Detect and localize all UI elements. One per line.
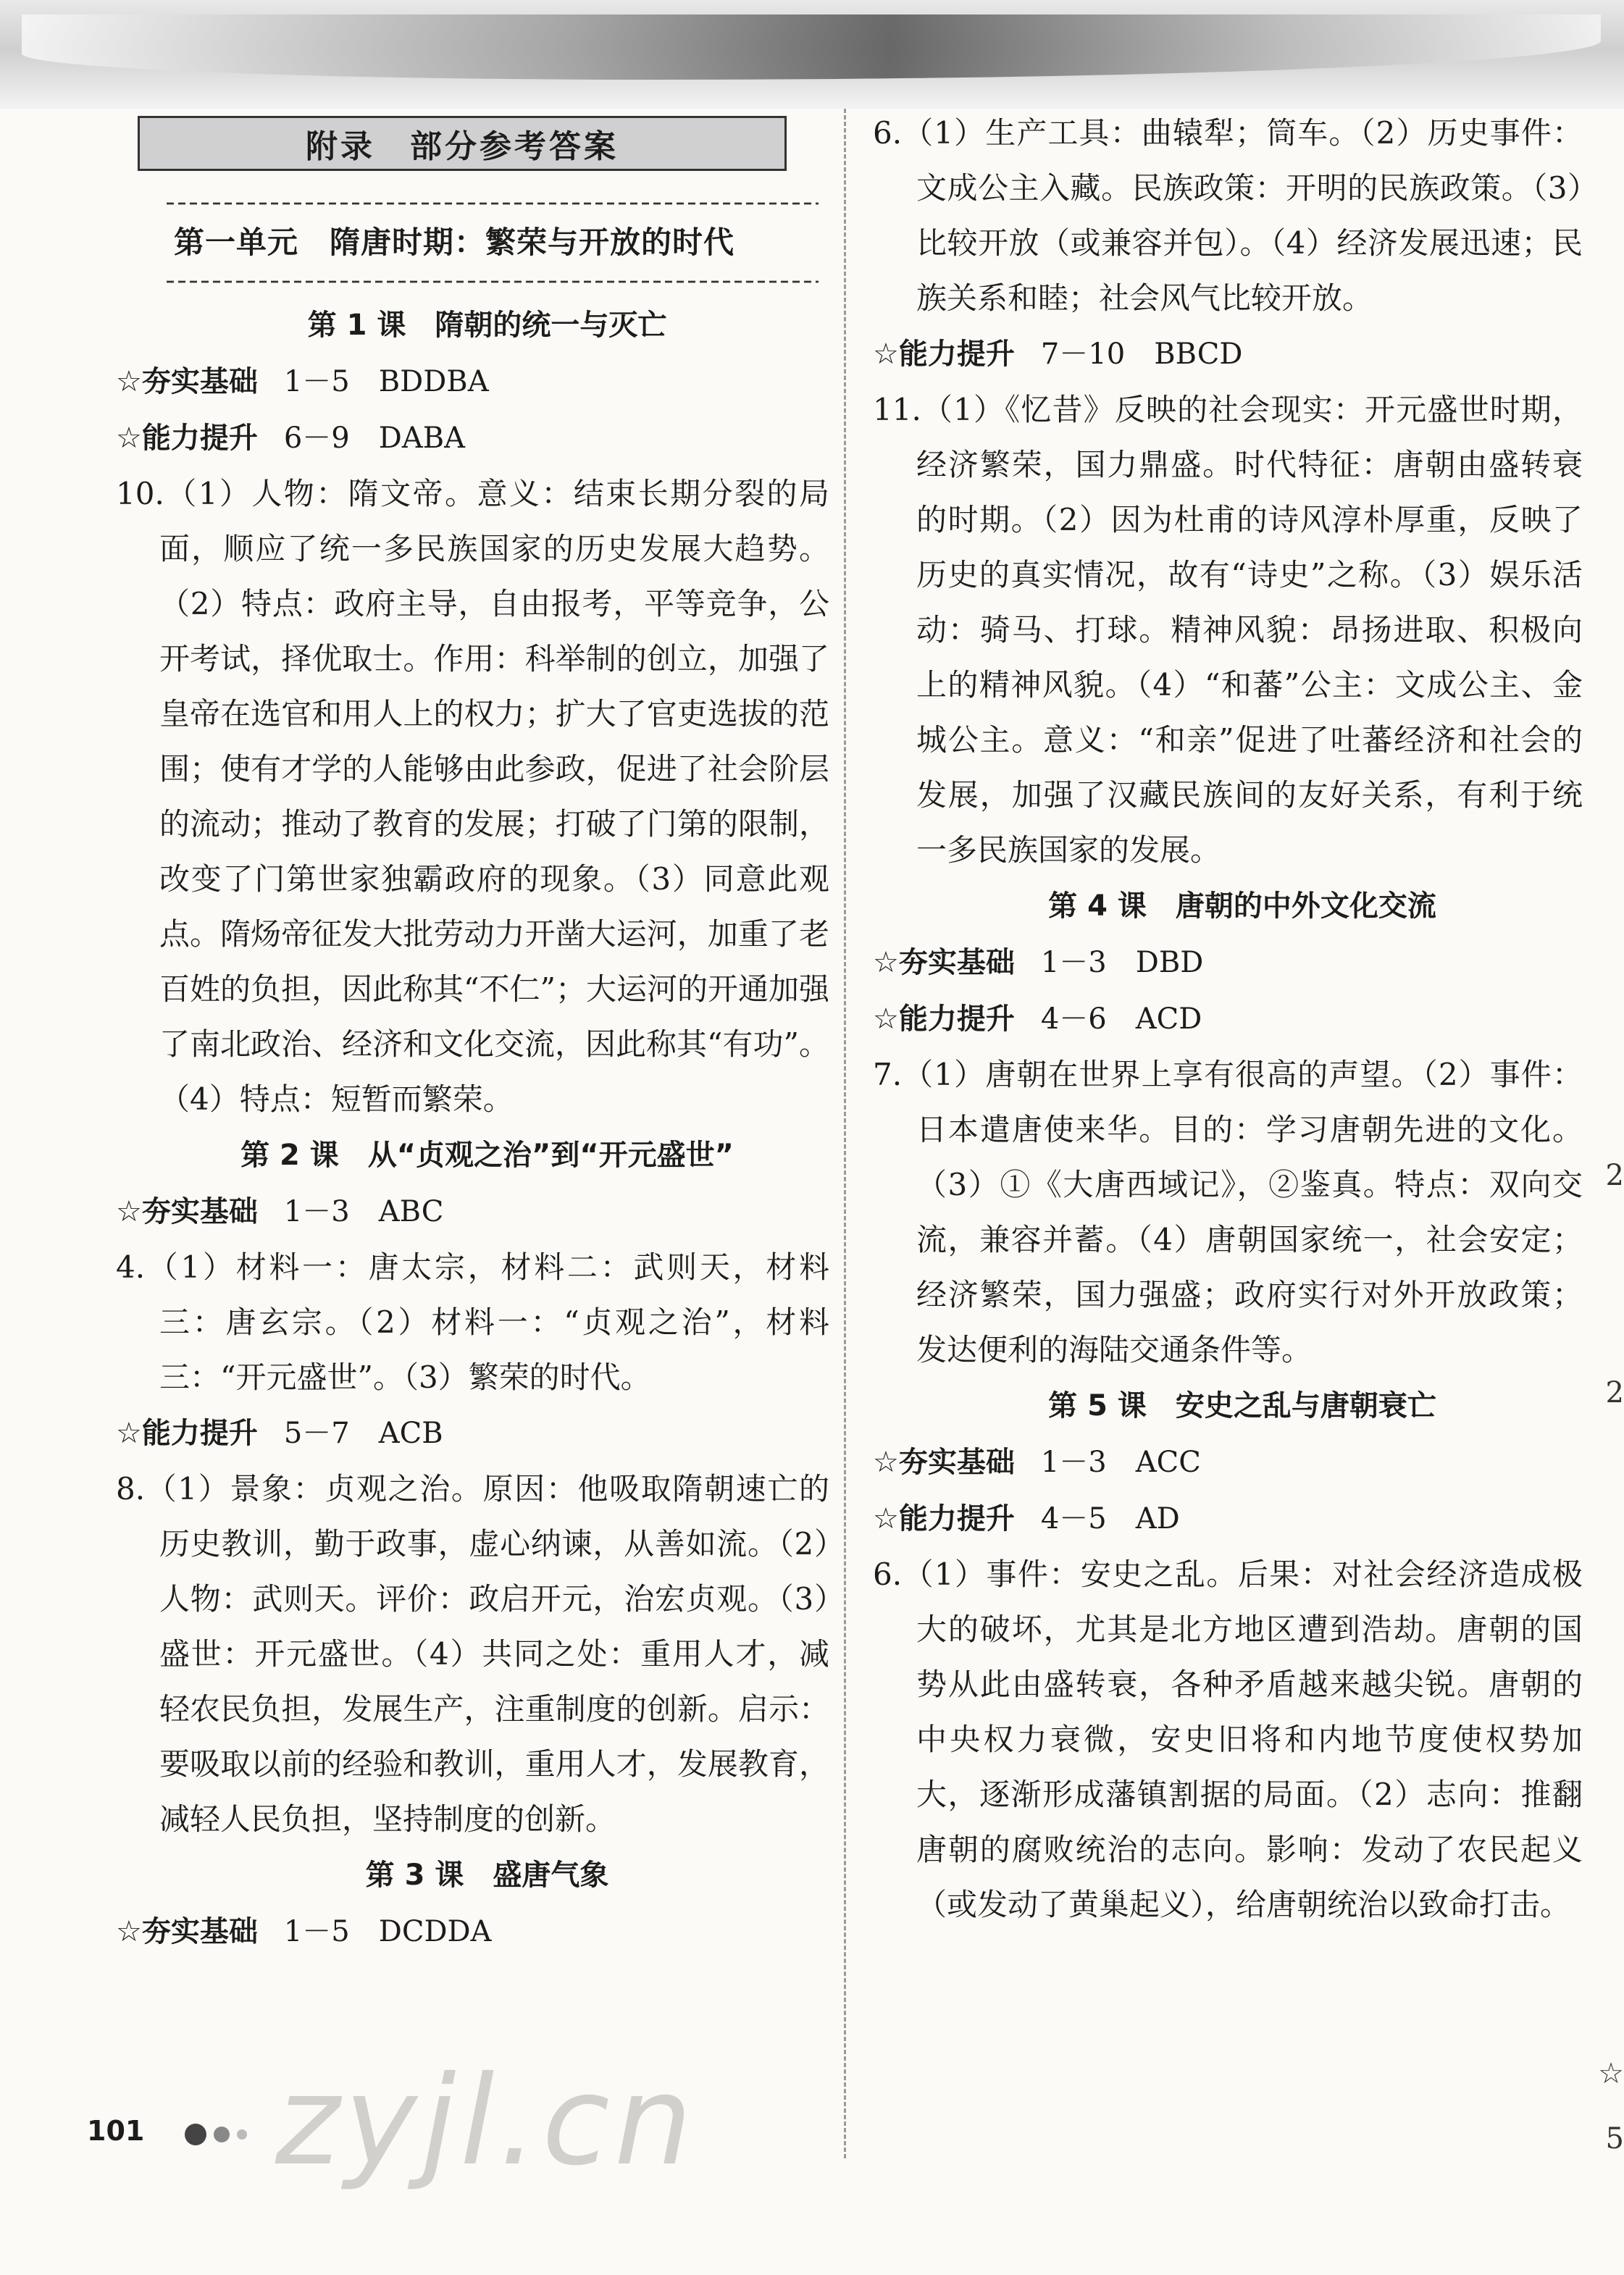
answer-paragraph: 6.（1）事件：安史之乱。后果：对社会经济造成极大的破坏，尤其是北方地区遭到浩劫。唐朝的国势从此由盛转衰，各种矛盾越来越尖锐。唐朝的中央权力衰微，安史旧将和内地节度使权势加大，逐渐形成藩镇割据的局面。（2）志向：推翻唐朝的腐败统治的志向。影响：发动了农民起义（或发动了黄巢起义），给唐朝统治以致命打击。 [873,1557,1583,1922]
answer-line: ☆能力提升 5－7 ACB [116,1417,443,1450]
page-number: 101 [87,2115,145,2147]
left-column [116,109,829,1960]
wavy-divider [167,198,819,209]
watermark-text: zyjl.cn [275,2050,697,2193]
edge-fragment: ☆ [1598,2057,1624,2090]
column-divider [844,109,846,2158]
lesson-title: 第 1 课 隋朝的统一与灭亡 [307,309,667,342]
answer-paragraph: 8.（1）景象：贞观之治。原因：他吸取隋朝速亡的历史教训，勤于政事，虚心纳谏，从善如流。（2）人物：武则天。评价：政启开元，治宏贞观。（3）盛世：开元盛世。（4）共同之处：重用人才，减轻农民负担，发展生产，注重制度的创新。启示：要吸取以前的经验和教训，重用人才，发展教育，减轻人民负担，坚持制度的创新。 [116,1471,829,1837]
edge-fragment: 2 [1605,1159,1624,1192]
right-column [873,109,1583,1932]
answer-line: ☆夯实基础 1－3 ACC [873,1446,1201,1479]
answer-paragraph: 7.（1）唐朝在世界上享有很高的声望。（2）事件：日本遣唐使来华。目的：学习唐朝先进的文化。（3）①《大唐西域记》，②鉴真。特点：双向交流，兼容并蓄。（4）唐朝国家统一，社会安定；经济繁荣，国力强盛；政府实行对外开放政策；发达便利的海陆交通条件等。 [873,1057,1583,1367]
answer-line: ☆能力提升 7－10 BBCD [873,338,1243,371]
answer-line: ☆能力提升 6－9 DABA [116,422,466,455]
lesson-title: 第 4 课 唐朝的中外文化交流 [1048,889,1436,923]
answer-paragraph: 6.（1）生产工具：曲辕犁；筒车。（2）历史事件：文成公主入藏。民族政策：开明的民族政策。（3）比较开放（或兼容并包）。（4）经济发展迅速；民族关系和睦；社会风气比较开放。 [873,115,1583,316]
appendix-title: 附录 部分参考答案 [138,116,787,171]
wavy-divider [167,277,819,287]
unit-title: 第一单元 隋唐时期：繁荣与开放的时代 [174,225,735,260]
answer-paragraph: 11.（1）《忆昔》反映的社会现实：开元盛世时期，经济繁荣，国力鼎盛。时代特征：唐朝由盛转衰的时期。（2）因为杜甫的诗风淳朴厚重，反映了历史的真实情况，故有“诗史”之称。（3）娱乐活动：骑马、打球。精神风貌：昂扬进取、积极向上的精神风貌。（4）“和蕃”公主：文成公主、金城公主。意义：“和亲”促进了吐蕃经济和社会的发展，加强了汉藏民族间的友好关系，有利于统一多民族国家的发展。 [873,392,1583,868]
answer-line: ☆夯实基础 1－3 DBD [873,946,1204,979]
answer-line: ☆夯实基础 1－5 DCDDA [116,1915,492,1948]
answer-line: ☆能力提升 4－6 ACD [873,1002,1202,1036]
page-dots [185,2124,254,2145]
answer-line: ☆夯实基础 1－3 ABC [116,1195,444,1228]
lesson-title: 第 2 课 从“贞观之治”到“开元盛世” [240,1139,734,1172]
lesson-title: 第 3 课 盛唐气象 [365,1859,609,1892]
lesson-title: 第 5 课 安史之乱与唐朝衰亡 [1048,1389,1436,1423]
answer-line: ☆能力提升 4－5 AD [873,1502,1180,1535]
edge-fragment: 2 [1605,1376,1624,1409]
header-decoration [0,0,1624,109]
edge-fragment: 5 [1605,2122,1624,2155]
answer-paragraph: 4.（1）材料一：唐太宗，材料二：武则天，材料三：唐玄宗。（2）材料一：“贞观之治”，材料三：“开元盛世”。（3）繁荣的时代。 [116,1249,829,1395]
answer-paragraph: 10.（1）人物：隋文帝。意义：结束长期分裂的局面，顺应了统一多民族国家的历史发展大趋势。（2）特点：政府主导，自由报考，平等竞争，公开考试，择优取士。作用：科举制的创立，加强了皇帝在选官和用人上的权力；扩大了官吏选拔的范围；使有才学的人能够由此参政，促进了社会阶层的流动；推动了教育的发展；打破了门第的限制，改变了门第世家独霸政府的现象。（3）同意此观点。隋炀帝征发大批劳动力开凿大运河，加重了老百姓的负担，因此称其“不仁”；大运河的开通加强了南北政治、经济和文化交流，因此称其“有功”。（4）特点：短暂而繁荣。 [116,476,829,1117]
answer-line: ☆夯实基础 1－5 BDDBA [116,365,489,398]
